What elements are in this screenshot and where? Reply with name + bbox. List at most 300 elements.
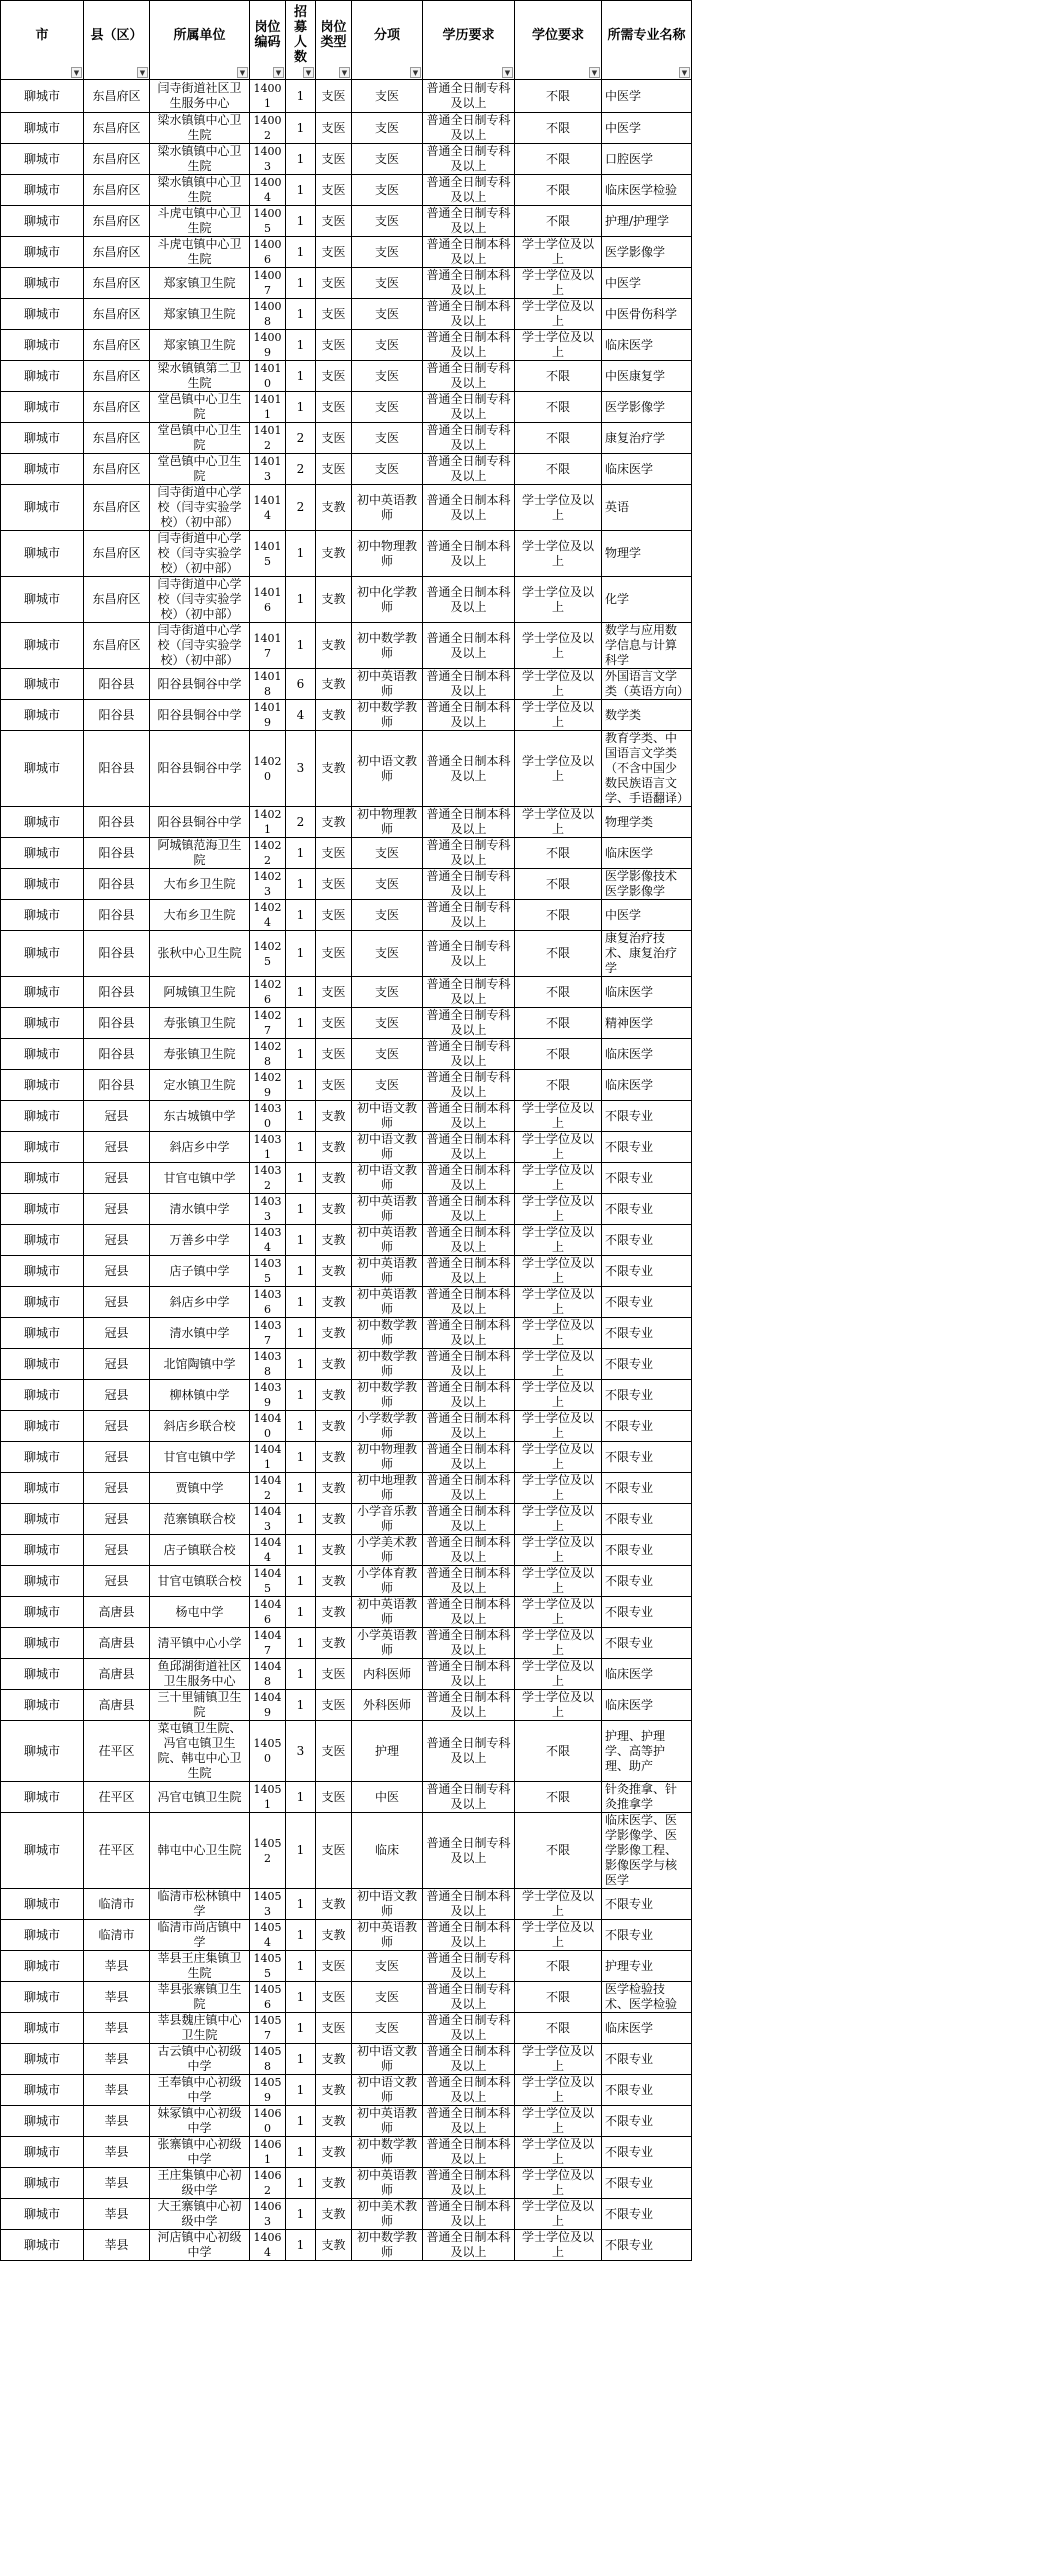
cell-subitem: 小学数学教师 bbox=[352, 1411, 423, 1442]
cell-education: 普通全日制本科及以上 bbox=[423, 237, 515, 268]
cell-education: 普通全日制本科及以上 bbox=[423, 1101, 515, 1132]
filter-dropdown-icon[interactable]: ▼ bbox=[71, 67, 82, 78]
cell-city: 聊城市 bbox=[1, 1597, 84, 1628]
cell-major: 不限专业 bbox=[602, 2044, 692, 2075]
cell-headcount: 1 bbox=[286, 2230, 316, 2261]
cell-county: 茌平区 bbox=[84, 1813, 150, 1889]
cell-post-code: 14045 bbox=[250, 1566, 286, 1597]
cell-unit: 甘官屯镇中学 bbox=[150, 1442, 250, 1473]
cell-unit: 闫寺街道中心学校（闫寺实验学校）（初中部） bbox=[150, 485, 250, 531]
cell-city: 聊城市 bbox=[1, 113, 84, 144]
cell-degree: 学士学位及以上 bbox=[515, 330, 602, 361]
cell-county: 高唐县 bbox=[84, 1628, 150, 1659]
cell-headcount: 1 bbox=[286, 1318, 316, 1349]
cell-unit: 堂邑镇中心卫生院 bbox=[150, 392, 250, 423]
cell-county: 东昌府区 bbox=[84, 361, 150, 392]
table-row bbox=[1, 361, 692, 392]
cell-degree: 学士学位及以上 bbox=[515, 2199, 602, 2230]
cell-degree: 不限 bbox=[515, 1070, 602, 1101]
cell-subitem: 支医 bbox=[352, 1982, 423, 2013]
header-headcount-label: 招募人数 bbox=[293, 5, 307, 65]
table-row bbox=[1, 900, 692, 931]
cell-subitem: 支医 bbox=[352, 299, 423, 330]
cell-headcount: 1 bbox=[286, 931, 316, 977]
filter-dropdown-icon[interactable]: ▼ bbox=[237, 67, 248, 78]
cell-education: 普通全日制专科及以上 bbox=[423, 838, 515, 869]
cell-county: 阳谷县 bbox=[84, 807, 150, 838]
filter-dropdown-icon[interactable]: ▼ bbox=[303, 67, 314, 78]
cell-post-type: 支医 bbox=[316, 330, 352, 361]
cell-county: 东昌府区 bbox=[84, 531, 150, 577]
cell-post-type: 支教 bbox=[316, 807, 352, 838]
filter-dropdown-icon[interactable]: ▼ bbox=[410, 67, 421, 78]
cell-headcount: 1 bbox=[286, 361, 316, 392]
table-row bbox=[1, 1628, 692, 1659]
cell-education: 普通全日制专科及以上 bbox=[423, 113, 515, 144]
cell-city: 聊城市 bbox=[1, 1287, 84, 1318]
cell-major: 不限专业 bbox=[602, 2106, 692, 2137]
cell-degree: 学士学位及以上 bbox=[515, 485, 602, 531]
table-row bbox=[1, 931, 692, 977]
cell-post-type: 支教 bbox=[316, 577, 352, 623]
cell-major: 不限专业 bbox=[602, 1628, 692, 1659]
cell-degree: 学士学位及以上 bbox=[515, 807, 602, 838]
cell-subitem: 初中语文教师 bbox=[352, 1132, 423, 1163]
cell-post-code: 14002 bbox=[250, 113, 286, 144]
cell-unit: 闫寺街道社区卫生服务中心 bbox=[150, 80, 250, 113]
cell-unit: 郑家镇卫生院 bbox=[150, 330, 250, 361]
cell-post-type: 支医 bbox=[316, 1782, 352, 1813]
cell-city: 聊城市 bbox=[1, 1813, 84, 1889]
cell-unit: 阳谷县铜谷中学 bbox=[150, 807, 250, 838]
cell-post-code: 14030 bbox=[250, 1101, 286, 1132]
table-row bbox=[1, 2137, 692, 2168]
cell-post-code: 14064 bbox=[250, 2230, 286, 2261]
cell-headcount: 6 bbox=[286, 669, 316, 700]
cell-degree: 不限 bbox=[515, 1782, 602, 1813]
cell-unit: 梁水镇镇中心卫生院 bbox=[150, 175, 250, 206]
cell-subitem: 支医 bbox=[352, 237, 423, 268]
cell-city: 聊城市 bbox=[1, 299, 84, 330]
table-row bbox=[1, 330, 692, 361]
table-row bbox=[1, 2199, 692, 2230]
cell-county: 冠县 bbox=[84, 1163, 150, 1194]
cell-education: 普通全日制本科及以上 bbox=[423, 1442, 515, 1473]
cell-post-code: 14025 bbox=[250, 931, 286, 977]
cell-post-code: 14038 bbox=[250, 1349, 286, 1380]
cell-city: 聊城市 bbox=[1, 330, 84, 361]
cell-city: 聊城市 bbox=[1, 1411, 84, 1442]
cell-county: 冠县 bbox=[84, 1504, 150, 1535]
table-row bbox=[1, 1535, 692, 1566]
cell-county: 东昌府区 bbox=[84, 454, 150, 485]
cell-education: 普通全日制本科及以上 bbox=[423, 577, 515, 623]
cell-headcount: 1 bbox=[286, 392, 316, 423]
cell-post-code: 14062 bbox=[250, 2168, 286, 2199]
table-row bbox=[1, 80, 692, 113]
cell-subitem: 支医 bbox=[352, 361, 423, 392]
cell-unit: 斗虎屯镇中心卫生院 bbox=[150, 206, 250, 237]
cell-degree: 不限 bbox=[515, 2013, 602, 2044]
cell-unit: 莘县魏庄镇中心卫生院 bbox=[150, 2013, 250, 2044]
header-city-label: 市 bbox=[35, 27, 49, 43]
cell-major: 不限专业 bbox=[602, 1163, 692, 1194]
cell-major: 不限专业 bbox=[602, 2137, 692, 2168]
cell-degree: 学士学位及以上 bbox=[515, 1473, 602, 1504]
filter-dropdown-icon[interactable]: ▼ bbox=[273, 67, 284, 78]
cell-major: 护理、护理学、高等护理、助产 bbox=[602, 1721, 692, 1782]
cell-post-type: 支教 bbox=[316, 623, 352, 669]
cell-county: 东昌府区 bbox=[84, 206, 150, 237]
cell-degree: 学士学位及以上 bbox=[515, 1101, 602, 1132]
cell-subitem: 小学英语教师 bbox=[352, 1628, 423, 1659]
cell-post-code: 14057 bbox=[250, 2013, 286, 2044]
cell-city: 聊城市 bbox=[1, 237, 84, 268]
header-major bbox=[602, 1, 692, 80]
cell-city: 聊城市 bbox=[1, 531, 84, 577]
table-row bbox=[1, 1411, 692, 1442]
cell-major: 临床医学 bbox=[602, 1070, 692, 1101]
cell-headcount: 1 bbox=[286, 623, 316, 669]
cell-education: 普通全日制本科及以上 bbox=[423, 1411, 515, 1442]
filter-dropdown-icon[interactable]: ▼ bbox=[589, 67, 600, 78]
cell-post-type: 支教 bbox=[316, 2137, 352, 2168]
cell-county: 阳谷县 bbox=[84, 977, 150, 1008]
cell-post-type: 支教 bbox=[316, 2230, 352, 2261]
cell-unit: 张寨镇中心初级中学 bbox=[150, 2137, 250, 2168]
cell-unit: 莘县张寨镇卫生院 bbox=[150, 1982, 250, 2013]
filter-dropdown-icon[interactable]: ▼ bbox=[679, 67, 690, 78]
cell-headcount: 1 bbox=[286, 1982, 316, 2013]
header-post-type-label: 岗位类型 bbox=[320, 20, 347, 50]
cell-degree: 学士学位及以上 bbox=[515, 1380, 602, 1411]
cell-headcount: 1 bbox=[286, 2106, 316, 2137]
cell-post-code: 14039 bbox=[250, 1380, 286, 1411]
cell-unit: 张秋中心卫生院 bbox=[150, 931, 250, 977]
table-row bbox=[1, 1566, 692, 1597]
cell-city: 聊城市 bbox=[1, 1566, 84, 1597]
header-subitem bbox=[352, 1, 423, 80]
cell-education: 普通全日制本科及以上 bbox=[423, 1256, 515, 1287]
cell-headcount: 1 bbox=[286, 1101, 316, 1132]
cell-unit: 鱼邱湖街道社区卫生服务中心 bbox=[150, 1659, 250, 1690]
cell-headcount: 1 bbox=[286, 1535, 316, 1566]
cell-degree: 不限 bbox=[515, 175, 602, 206]
cell-unit: 莘县王庄集镇卫生院 bbox=[150, 1951, 250, 1982]
cell-headcount: 1 bbox=[286, 1628, 316, 1659]
cell-county: 临清市 bbox=[84, 1920, 150, 1951]
cell-county: 东昌府区 bbox=[84, 113, 150, 144]
cell-subitem: 支医 bbox=[352, 268, 423, 299]
cell-education: 普通全日制专科及以上 bbox=[423, 1951, 515, 1982]
cell-subitem: 初中英语教师 bbox=[352, 1194, 423, 1225]
cell-major: 临床医学 bbox=[602, 1659, 692, 1690]
cell-county: 阳谷县 bbox=[84, 931, 150, 977]
cell-city: 聊城市 bbox=[1, 807, 84, 838]
cell-major: 不限专业 bbox=[602, 1318, 692, 1349]
cell-education: 普通全日制本科及以上 bbox=[423, 1889, 515, 1920]
cell-unit: 大布乡卫生院 bbox=[150, 900, 250, 931]
cell-county: 阳谷县 bbox=[84, 700, 150, 731]
cell-headcount: 1 bbox=[286, 2199, 316, 2230]
cell-education: 普通全日制本科及以上 bbox=[423, 1287, 515, 1318]
filter-dropdown-icon[interactable]: ▼ bbox=[137, 67, 148, 78]
header-post-type bbox=[316, 1, 352, 80]
cell-education: 普通全日制本科及以上 bbox=[423, 1659, 515, 1690]
cell-major: 医学影像技术医学影像学 bbox=[602, 869, 692, 900]
cell-post-type: 支教 bbox=[316, 1256, 352, 1287]
cell-education: 普通全日制专科及以上 bbox=[423, 977, 515, 1008]
cell-post-type: 支教 bbox=[316, 1163, 352, 1194]
cell-post-code: 14047 bbox=[250, 1628, 286, 1659]
cell-post-type: 支医 bbox=[316, 144, 352, 175]
cell-city: 聊城市 bbox=[1, 2230, 84, 2261]
cell-unit: 阳谷县铜谷中学 bbox=[150, 669, 250, 700]
cell-degree: 不限 bbox=[515, 838, 602, 869]
cell-degree: 学士学位及以上 bbox=[515, 577, 602, 623]
cell-county: 东昌府区 bbox=[84, 175, 150, 206]
cell-city: 聊城市 bbox=[1, 1690, 84, 1721]
cell-subitem: 支医 bbox=[352, 206, 423, 237]
cell-county: 东昌府区 bbox=[84, 623, 150, 669]
cell-education: 普通全日制本科及以上 bbox=[423, 1628, 515, 1659]
table-row bbox=[1, 454, 692, 485]
cell-degree: 学士学位及以上 bbox=[515, 1256, 602, 1287]
cell-unit: 大布乡卫生院 bbox=[150, 869, 250, 900]
cell-post-code: 14029 bbox=[250, 1070, 286, 1101]
cell-post-code: 14015 bbox=[250, 531, 286, 577]
cell-major: 中医学 bbox=[602, 268, 692, 299]
cell-county: 莘县 bbox=[84, 2199, 150, 2230]
table-row bbox=[1, 1920, 692, 1951]
cell-major: 不限专业 bbox=[602, 1504, 692, 1535]
cell-post-code: 14060 bbox=[250, 2106, 286, 2137]
cell-major: 医学检验技术、医学检验 bbox=[602, 1982, 692, 2013]
table-row bbox=[1, 144, 692, 175]
cell-major: 化学 bbox=[602, 577, 692, 623]
table-row bbox=[1, 485, 692, 531]
cell-post-type: 支教 bbox=[316, 1597, 352, 1628]
table-row bbox=[1, 1982, 692, 2013]
cell-city: 聊城市 bbox=[1, 1349, 84, 1380]
cell-unit: 阳谷县铜谷中学 bbox=[150, 731, 250, 807]
cell-unit: 柳林镇中学 bbox=[150, 1380, 250, 1411]
cell-subitem: 支医 bbox=[352, 175, 423, 206]
cell-post-code: 14034 bbox=[250, 1225, 286, 1256]
table-row bbox=[1, 577, 692, 623]
cell-major: 医学影像学 bbox=[602, 237, 692, 268]
cell-degree: 学士学位及以上 bbox=[515, 1504, 602, 1535]
cell-subitem: 初中语文教师 bbox=[352, 731, 423, 807]
cell-post-code: 14020 bbox=[250, 731, 286, 807]
cell-post-code: 14048 bbox=[250, 1659, 286, 1690]
cell-unit: 郑家镇卫生院 bbox=[150, 268, 250, 299]
cell-post-code: 14058 bbox=[250, 2044, 286, 2075]
cell-major: 康复治疗学 bbox=[602, 423, 692, 454]
cell-education: 普通全日制本科及以上 bbox=[423, 1597, 515, 1628]
cell-education: 普通全日制本科及以上 bbox=[423, 485, 515, 531]
cell-county: 冠县 bbox=[84, 1256, 150, 1287]
cell-degree: 学士学位及以上 bbox=[515, 2075, 602, 2106]
cell-major: 医学影像学 bbox=[602, 392, 692, 423]
cell-post-code: 14004 bbox=[250, 175, 286, 206]
table-row bbox=[1, 1194, 692, 1225]
cell-degree: 学士学位及以上 bbox=[515, 1163, 602, 1194]
cell-post-type: 支医 bbox=[316, 977, 352, 1008]
cell-major: 不限专业 bbox=[602, 1473, 692, 1504]
cell-unit: 闫寺街道中心学校（闫寺实验学校）（初中部） bbox=[150, 531, 250, 577]
cell-county: 冠县 bbox=[84, 1287, 150, 1318]
cell-city: 聊城市 bbox=[1, 175, 84, 206]
cell-degree: 不限 bbox=[515, 869, 602, 900]
cell-subitem: 外科医师 bbox=[352, 1690, 423, 1721]
cell-headcount: 1 bbox=[286, 1194, 316, 1225]
cell-unit: 北馆陶镇中学 bbox=[150, 1349, 250, 1380]
filter-dropdown-icon[interactable]: ▼ bbox=[339, 67, 350, 78]
cell-post-type: 支教 bbox=[316, 1535, 352, 1566]
cell-unit: 王庄集镇中心初级中学 bbox=[150, 2168, 250, 2199]
table-row bbox=[1, 392, 692, 423]
cell-major: 中医骨伤科学 bbox=[602, 299, 692, 330]
cell-subitem: 初中语文教师 bbox=[352, 1889, 423, 1920]
cell-major: 不限专业 bbox=[602, 2230, 692, 2261]
cell-city: 聊城市 bbox=[1, 1101, 84, 1132]
cell-post-code: 14037 bbox=[250, 1318, 286, 1349]
cell-headcount: 1 bbox=[286, 838, 316, 869]
table-body bbox=[1, 80, 692, 2261]
cell-post-code: 14043 bbox=[250, 1504, 286, 1535]
cell-education: 普通全日制专科及以上 bbox=[423, 1721, 515, 1782]
cell-degree: 不限 bbox=[515, 900, 602, 931]
cell-headcount: 1 bbox=[286, 1442, 316, 1473]
cell-major: 教育学类、中国语言文学类（不含中国少数民族语言文学、手语翻译） bbox=[602, 731, 692, 807]
cell-post-type: 支教 bbox=[316, 1349, 352, 1380]
cell-unit: 河店镇中心初级中学 bbox=[150, 2230, 250, 2261]
cell-education: 普通全日制本科及以上 bbox=[423, 1566, 515, 1597]
cell-county: 茌平区 bbox=[84, 1782, 150, 1813]
cell-degree: 学士学位及以上 bbox=[515, 1535, 602, 1566]
header-headcount bbox=[286, 1, 316, 80]
cell-post-code: 14026 bbox=[250, 977, 286, 1008]
cell-degree: 学士学位及以上 bbox=[515, 2137, 602, 2168]
cell-subitem: 支医 bbox=[352, 977, 423, 1008]
table-row bbox=[1, 1008, 692, 1039]
cell-post-code: 14044 bbox=[250, 1535, 286, 1566]
cell-headcount: 1 bbox=[286, 1566, 316, 1597]
cell-subitem: 初中语文教师 bbox=[352, 1163, 423, 1194]
cell-subitem: 初中英语教师 bbox=[352, 2168, 423, 2199]
cell-subitem: 初中英语教师 bbox=[352, 1920, 423, 1951]
cell-county: 莘县 bbox=[84, 2137, 150, 2168]
cell-headcount: 1 bbox=[286, 1349, 316, 1380]
cell-county: 冠县 bbox=[84, 1225, 150, 1256]
cell-major: 临床医学检验 bbox=[602, 175, 692, 206]
cell-county: 莘县 bbox=[84, 1982, 150, 2013]
cell-subitem: 支医 bbox=[352, 1951, 423, 1982]
cell-post-type: 支教 bbox=[316, 1287, 352, 1318]
cell-education: 普通全日制本科及以上 bbox=[423, 1535, 515, 1566]
table-row bbox=[1, 206, 692, 237]
cell-education: 普通全日制本科及以上 bbox=[423, 1318, 515, 1349]
cell-city: 聊城市 bbox=[1, 1782, 84, 1813]
cell-major: 不限专业 bbox=[602, 2199, 692, 2230]
cell-subitem: 初中数学教师 bbox=[352, 2230, 423, 2261]
cell-unit: 大王寨镇中心初级中学 bbox=[150, 2199, 250, 2230]
cell-subitem: 初中语文教师 bbox=[352, 2044, 423, 2075]
cell-unit: 甘官屯镇中学 bbox=[150, 1163, 250, 1194]
cell-county: 冠县 bbox=[84, 1442, 150, 1473]
cell-post-code: 14007 bbox=[250, 268, 286, 299]
cell-unit: 古云镇中心初级中学 bbox=[150, 2044, 250, 2075]
cell-city: 聊城市 bbox=[1, 1008, 84, 1039]
cell-city: 聊城市 bbox=[1, 1070, 84, 1101]
cell-education: 普通全日制专科及以上 bbox=[423, 2013, 515, 2044]
cell-major: 不限专业 bbox=[602, 2075, 692, 2106]
cell-post-code: 14018 bbox=[250, 669, 286, 700]
cell-unit: 万善乡中学 bbox=[150, 1225, 250, 1256]
cell-county: 阳谷县 bbox=[84, 1070, 150, 1101]
cell-post-code: 14010 bbox=[250, 361, 286, 392]
cell-headcount: 1 bbox=[286, 1597, 316, 1628]
cell-subitem: 支医 bbox=[352, 2013, 423, 2044]
cell-education: 普通全日制本科及以上 bbox=[423, 2230, 515, 2261]
cell-education: 普通全日制专科及以上 bbox=[423, 1008, 515, 1039]
cell-subitem: 内科医师 bbox=[352, 1659, 423, 1690]
cell-county: 莘县 bbox=[84, 2168, 150, 2199]
cell-post-code: 14003 bbox=[250, 144, 286, 175]
filter-dropdown-icon[interactable]: ▼ bbox=[502, 67, 513, 78]
cell-headcount: 1 bbox=[286, 237, 316, 268]
cell-headcount: 1 bbox=[286, 113, 316, 144]
cell-post-code: 14011 bbox=[250, 392, 286, 423]
cell-education: 普通全日制专科及以上 bbox=[423, 1039, 515, 1070]
cell-education: 普通全日制本科及以上 bbox=[423, 623, 515, 669]
cell-subitem: 支医 bbox=[352, 869, 423, 900]
cell-post-type: 支医 bbox=[316, 423, 352, 454]
cell-major: 中医学 bbox=[602, 900, 692, 931]
cell-county: 冠县 bbox=[84, 1318, 150, 1349]
cell-degree: 学士学位及以上 bbox=[515, 1349, 602, 1380]
table-row bbox=[1, 623, 692, 669]
cell-unit: 临清市尚店镇中学 bbox=[150, 1920, 250, 1951]
cell-major: 精神医学 bbox=[602, 1008, 692, 1039]
cell-degree: 不限 bbox=[515, 1951, 602, 1982]
cell-major: 临床医学 bbox=[602, 1039, 692, 1070]
cell-post-type: 支教 bbox=[316, 700, 352, 731]
cell-education: 普通全日制本科及以上 bbox=[423, 2075, 515, 2106]
table-row bbox=[1, 731, 692, 807]
cell-city: 聊城市 bbox=[1, 268, 84, 299]
cell-post-type: 支医 bbox=[316, 1721, 352, 1782]
cell-education: 普通全日制本科及以上 bbox=[423, 1132, 515, 1163]
cell-degree: 学士学位及以上 bbox=[515, 1597, 602, 1628]
cell-degree: 学士学位及以上 bbox=[515, 1659, 602, 1690]
header-county bbox=[84, 1, 150, 80]
cell-degree: 不限 bbox=[515, 1813, 602, 1889]
cell-major: 不限专业 bbox=[602, 1225, 692, 1256]
cell-headcount: 1 bbox=[286, 577, 316, 623]
cell-subitem: 初中数学教师 bbox=[352, 1349, 423, 1380]
cell-unit: 店子镇联合校 bbox=[150, 1535, 250, 1566]
cell-county: 东昌府区 bbox=[84, 485, 150, 531]
cell-city: 聊城市 bbox=[1, 454, 84, 485]
cell-subitem: 初中英语教师 bbox=[352, 485, 423, 531]
cell-unit: 清平镇中心小学 bbox=[150, 1628, 250, 1659]
table-row bbox=[1, 1473, 692, 1504]
cell-city: 聊城市 bbox=[1, 361, 84, 392]
cell-subitem: 支医 bbox=[352, 330, 423, 361]
cell-city: 聊城市 bbox=[1, 869, 84, 900]
